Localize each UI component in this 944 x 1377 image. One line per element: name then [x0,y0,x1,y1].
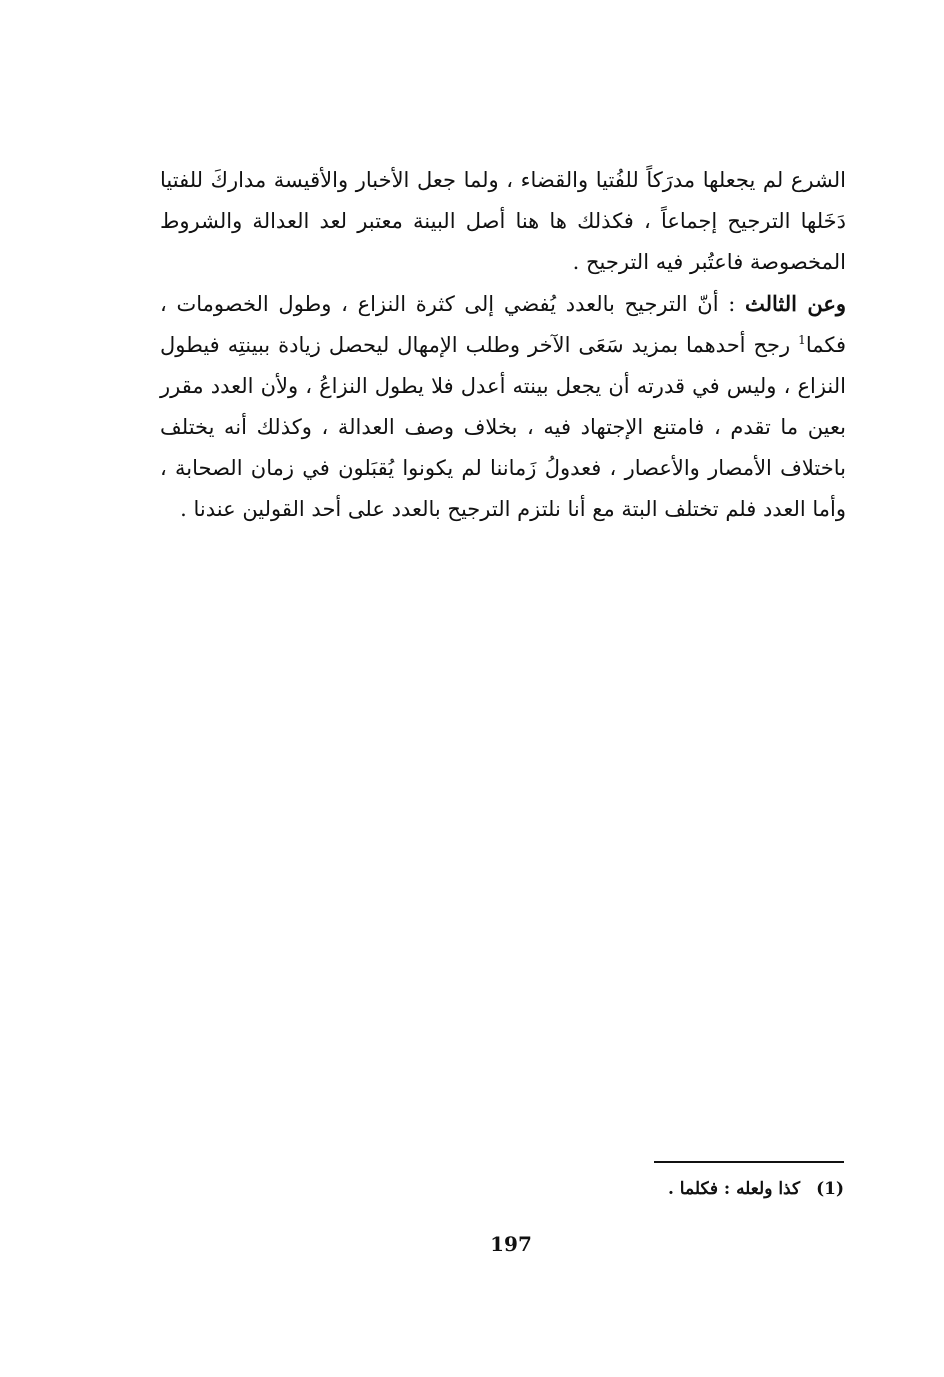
paragraph-2-part-a: : أنّ الترجيح بالعدد يُفضي إلى كثرة النزاع ، وطول الخصومات ، فكما [160,292,846,357]
page-number: 197 [490,1232,532,1256]
paragraph-2-lead: وعن الثالث [745,291,846,316]
paragraph-2 [160,283,846,530]
footnote [668,1176,844,1202]
footnote-divider [654,1161,844,1163]
paragraph-2-part-b: رجح أحدهما بمزيد سَعَى الآخر وطلب الإمهال ليحصل زيادة ببينتِه فيطول النزاع ، وليس في قدرته أن يجعل بينته أعدل فلا يطول النزاعُ ، ولأن العدد مقرر بعين ما تقدم ، فامتنع الإجتهاد فيه ، بخلاف وصف العدالة ، وكذلك أنه يختلف باختلاف الأمصار والأعصار ، فعدولُ زَماننا لم يكونوا يُقبَلون في زمان الصحابة ، وأما العدد فلم تختلف البتة مع أنا نلتزم الترجيح بالعدد على أحد القولين عندنا . [160,333,846,521]
footnote-text: كذا ولعله : فكلما . [667,1179,801,1199]
main-text [160,160,846,530]
paragraph-1: الشرع لم يجعلها مدرَكاً للفُتيا والقضاء ، ولما جعل الأخبار والأقيسة مداركَ للفتيا دَخَلها الترجيح إجماعاً ، فكذلك ها هنا أصل البينة معتبر لعد العدالة والشروط المخصوصة فاعتُبر فيه الترجيح . [160,168,846,274]
footnote-number: (1) [816,1179,844,1199]
footnote-reference: 1 [798,333,806,347]
